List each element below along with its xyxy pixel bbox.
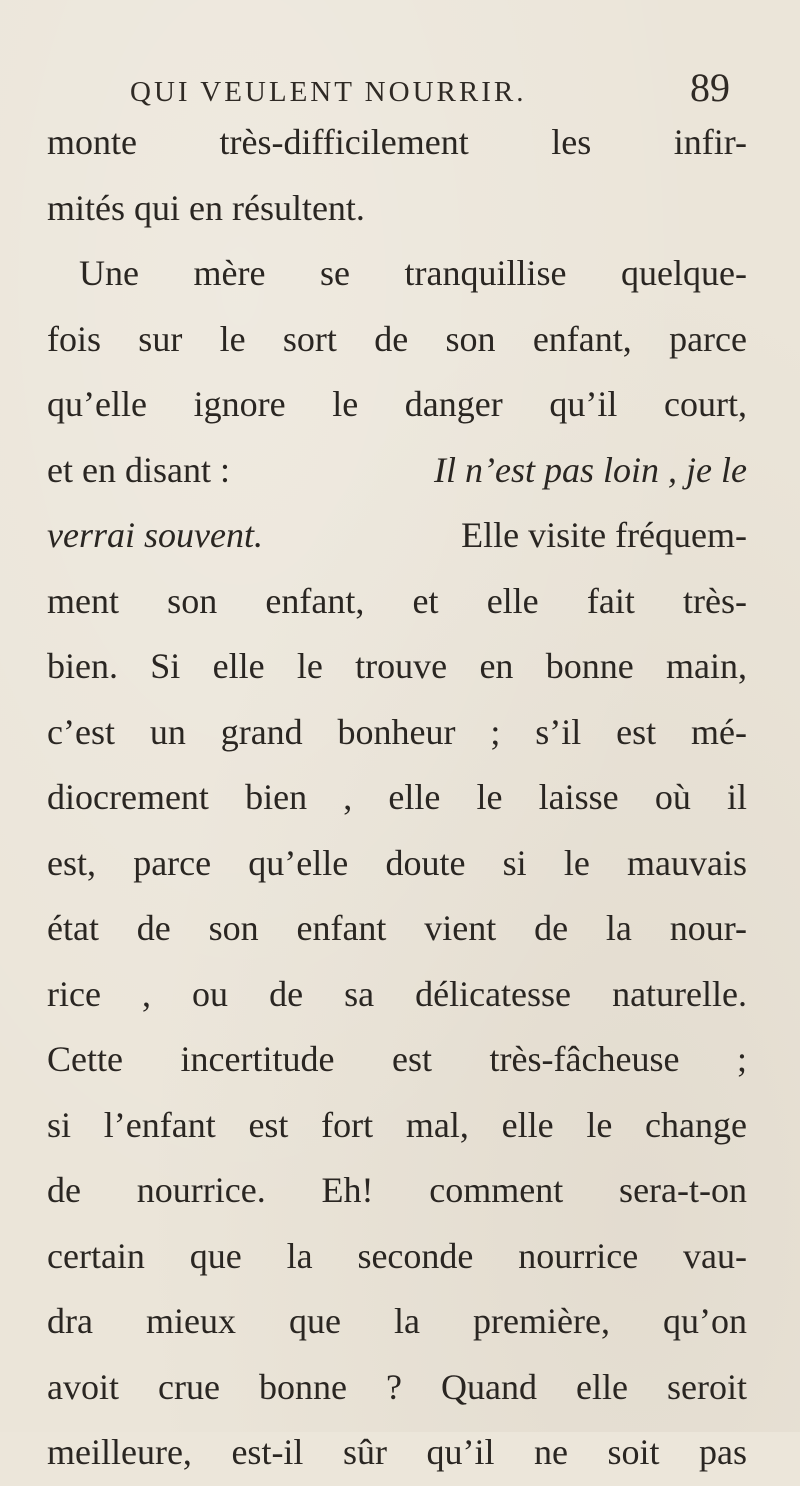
text-line: avoit crue bonne ? Quand elle seroit <box>47 1366 747 1407</box>
running-title: QUI VEULENT NOURRIR. <box>130 76 527 108</box>
text-segment: Elle visite fréquem- <box>461 515 747 555</box>
text-line: diocrement bien , elle le laisse où il <box>47 777 747 817</box>
text-line: est, parce qu’elle doute si le mauvais <box>47 842 747 883</box>
body-text <box>47 110 747 1486</box>
page-number: 89 <box>690 65 730 110</box>
text-line: bien. Si elle le trouve en bonne main, <box>47 646 747 686</box>
text-line: fois sur le sort de son enfant, parce <box>47 318 747 359</box>
text-line: c’est un grand bonheur ; s’il est mé- <box>47 711 747 752</box>
text-line: certain que la seconde nourrice vau- <box>47 1235 747 1276</box>
text-line <box>47 503 747 569</box>
italic-quote: verrai souvent. <box>47 515 263 555</box>
text-line: de nourrice. Eh! comment sera-t-on <box>47 1170 747 1210</box>
text-line: dra mieux que la première, qu’on <box>47 1301 747 1341</box>
text-line: Cette incertitude est très-fâcheuse ; <box>47 1039 747 1079</box>
text-line: ment son enfant, et elle fait très- <box>47 580 747 621</box>
text-line <box>47 438 747 504</box>
italic-quote: Il n’est pas loin , je le <box>434 449 747 490</box>
text-line: rice , ou de sa délicatesse naturelle. <box>47 973 747 1014</box>
text-segment: et en disant : <box>47 449 230 490</box>
text-line: si l’enfant est fort mal, elle le change <box>47 1104 747 1145</box>
text-line: état de son enfant vient de la nour- <box>47 908 747 948</box>
text-line: qu’elle ignore le danger qu’il court, <box>47 384 747 424</box>
text-line: Une mère se tranquillise quelque- <box>79 253 747 293</box>
text-line: mités qui en résultent. <box>47 187 365 228</box>
text-line: monte très-difficilement les infir- <box>47 122 747 162</box>
text-line: meilleure, est-il sûr qu’il ne soit pas <box>47 1432 747 1472</box>
